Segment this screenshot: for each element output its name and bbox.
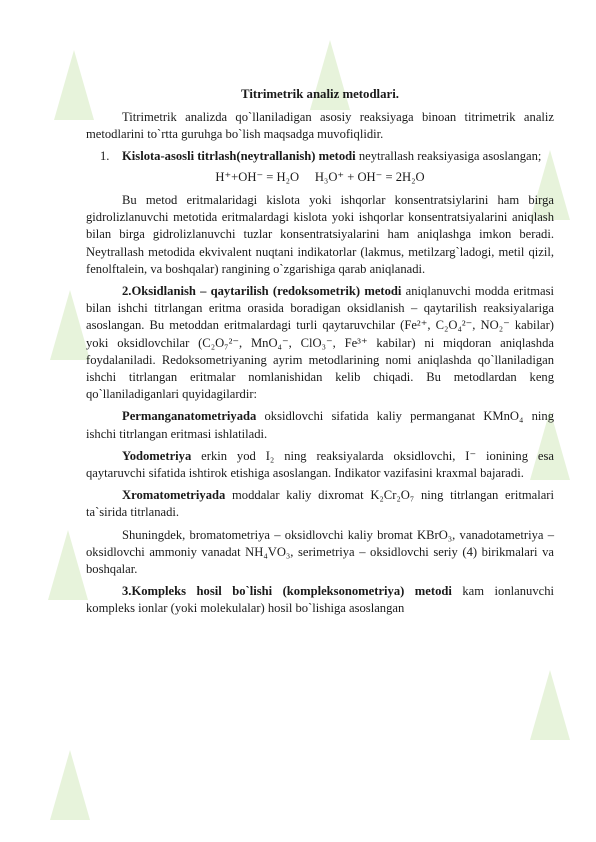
method-description: aniqlanuvchi modda eritmasi bilan ishchi titrlangan eritma orasida boradigan oksidlanish – qaytarilish reaksiyalariga asoslangan. Bu metoddan eritmalardagi turli qaytaruvchilar (Fe²⁺, C₂O₄²⁻, NO₂⁻ kabilar) yoki oksidlovchilar (C₂O₇²⁻, MnO₄⁻, ClO₃⁻, Fe³⁺ kabilar) ni miqdoran aniqlashda foydalaniladi. Redoksometriyaning ayrim metodlarining nomi aniqlashda qo`llaniladigan ishchi titrlangan eritmalar nomlanishidan kelib chiqadi. Bu metodlardan keng qo`llaniladiganlari quyidagilardir: — [86, 284, 554, 402]
iodometry-paragraph — [86, 448, 554, 482]
watermark-icon — [40, 740, 100, 830]
term-description: oksidlovchi sifatida kaliy permanganat KMnO₄ ning ishchi titrlangan eritmasi ishlatiladi. — [86, 409, 554, 441]
document-body — [86, 86, 554, 618]
method2-paragraph — [86, 283, 554, 403]
method-description: kam ionlanuvchi kompleks ionlar (yoki molekulalar) hosil bo`lishiga asoslangan — [86, 584, 555, 616]
term-heading: Permanganatometriyada — [122, 409, 257, 424]
list-item-text — [122, 148, 554, 165]
method-heading: 2.Oksidlanish – qaytarilish (redoksometrik) metodi — [122, 284, 402, 299]
term-description: moddalar kaliy dixromat K₂Cr₂O₇ ning titrlangan eritmalari ta`sirida titrlanadi. — [86, 488, 554, 520]
equation-left: H⁺+OH⁻ = H₂O — [215, 169, 300, 184]
equation-line — [86, 169, 554, 186]
equation-right: H₃O⁺ + OH⁻ = 2H₂O — [314, 169, 425, 184]
list-item-1 — [86, 148, 554, 165]
method-heading: Kislota-asosli titrlash(neytrallanish) metodi — [122, 148, 356, 163]
list-number: 1. — [100, 148, 110, 163]
other-methods-paragraph: Shuningdek, bromatometriya – oksidlovchi kaliy bromat KBrO₃, vanadotametriya – oksidlovchi ammoniy vanadat NH₄VO₃, serimetriya – oksidlovchi seriy (4) birikmalari va boshqalar. — [86, 527, 554, 577]
method-description: neytrallash reaksiyasiga asoslangan; — [355, 148, 542, 163]
chromatometry-paragraph — [86, 487, 554, 521]
term-heading: Yodometriya — [122, 448, 192, 463]
term-heading: Xromatometriyada — [122, 488, 226, 503]
watermark-icon — [520, 660, 580, 750]
page-title: Titrimetrik analiz metodlari. — [241, 87, 399, 101]
method3-paragraph — [86, 583, 554, 617]
intro-paragraph: Titrimetrik analizda qo`llaniladigan asosiy reaksiyaga binoan titrimetrik analiz metodlarini to`rtta guruhga bo`lish maqsadga muvofiqlidir. — [86, 110, 554, 142]
method1-paragraph: Bu metod eritmalaridagi kislota yoki ishqorlar konsentratsiylarini ham birga gidrolizlanuvchi metotida eritmalardagi kislota yoki ishqorlar konsentratsiyalarini aniqlash bilan birga gidrolizlanuvchi tuzlar konsentratsiyalarini ham aniqlashga imkon beradi. Neytrallash metodida ekvivalent nuqtani indikatorlar (lakmus, metilzarg`ladogi, metil qizil, fenolftalein, va boshqalar) rangining o`zgarishiga qarab aniqlanadi. — [86, 193, 554, 276]
term-description: erkin yod I₂ ning reaksiyalarda oksidlovchi, I⁻ ionining esa qaytaruvchi sifatida ishtirok etishiga asoslangan. Indikator vazifasini kraxmal bajaradi. — [86, 448, 554, 481]
permanganatometry-paragraph — [86, 408, 554, 442]
method-heading: 3.Kompleks hosil bo`lishi (kompleksonometriya) metodi — [122, 584, 452, 599]
